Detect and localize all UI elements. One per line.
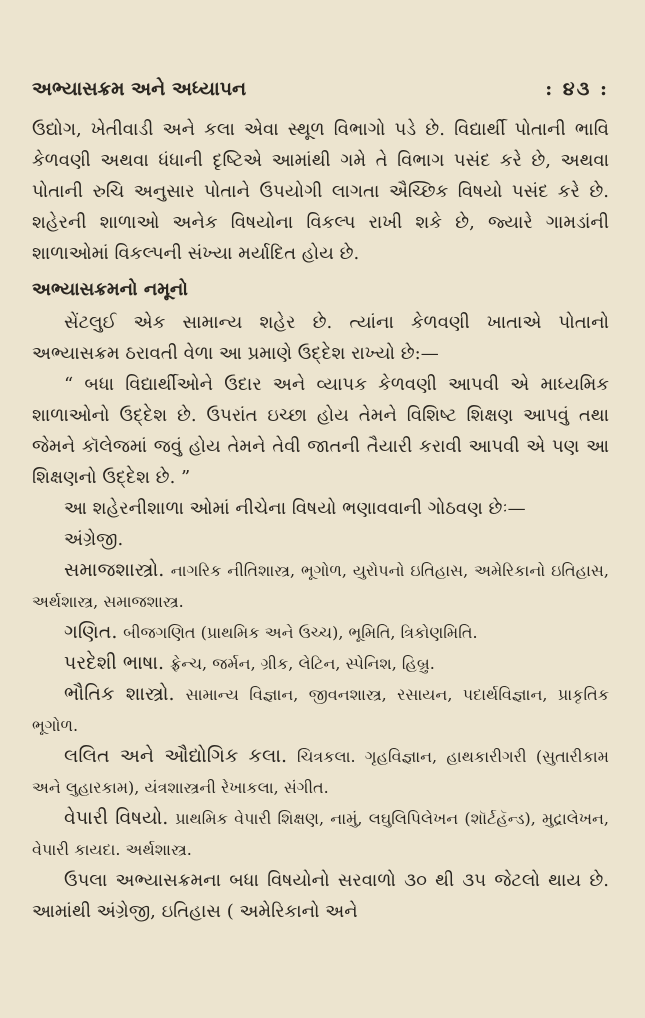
subject-label: વેપારી વિષયો. (64, 807, 169, 829)
subject-text: નાગરિક નીતિશાસ્ત્ર, ભૂગોળ, યુરોપનો ઇતિહાસ, અમેરિકાનો ઇતિહાસ, અર્થશાસ્ત્ર, સમાજશાસ્ત્ર. (32, 561, 609, 611)
paragraph-last: ઉપલા અભ્યાસક્રમના બધા વિષયોનો સરવાળો ૩૦ થી ૩૫ જેટલો થાય છે. આમાંથી અંગ્રેજી, ઇતિહાસ ( અમેરિકાનો અને (32, 870, 609, 922)
subject-english: અંગ્રેજી. (64, 529, 124, 550)
page-header (32, 78, 609, 100)
section-heading: અભ્યાસક્રમનો નમૂનો (32, 279, 188, 300)
quoted-paragraph: “ બધા વિદ્યાર્થીઓને ઉદાર અને વ્યાપક કેળવણી આપવી એ માધ્યમિક શાળાઓનો ઉદ્દેશ છે. ઉપરાંત ઇચ્છા હોય તેમને વિશિષ્ટ શિક્ષણ આપવું તથા જેમને કૉલેજમાં જવું હોય તેમને તેવી જાતની તૈયારી કરાવી આપવી એ પણ આ શિક્ષણનો ઉદ્દેશ છે. ” (32, 374, 609, 488)
subject-label: ભૌતિક શાસ્ત્રો. (64, 683, 175, 705)
subject-label: લલિત અને ઔદ્યોગિક કલા. (64, 745, 288, 767)
subject-item (32, 679, 609, 741)
paragraph-1: ઉદ્યોગ, ખેતીવાડી અને કલા એવા સ્થૂળ વિભાગો પડે છે. વિદ્યાર્થી પોતાની ભાવિ કેળવણી અથવા ધંધાની દૃષ્ટિએ આમાંથી ગમે તે વિભાગ પસંદ કરે છે, અથવા પોતાની રુચિ અનુસાર પોતાને ઉપયોગી લાગતા ઐચ્છિક વિષયો પસંદ કરે છે. શહેરની શાળાઓ અનેક વિષયોના વિકલ્પ રાખી શકે છે, જ્યારે ગામડાંની શાળાઓમાં વિકલ્પની સંખ્યા મર્યાદિત હોય છે. (32, 119, 609, 264)
subject-label: ગણિત. (64, 621, 118, 643)
subject-text: પ્રાથમિક વેપારી શિક્ષણ, નામું, લઘુલિપિલેખન (શૉર્ટહૅન્ડ), મુદ્રાલેખન, વેપારી કાયદા. અર્થશાસ્ત્ર. (32, 809, 609, 859)
subject-item (32, 648, 609, 679)
subject-label: પરદેશી ભાષા. (64, 652, 165, 674)
subject-item (32, 617, 609, 648)
subject-text: ચિત્રકલા. ગૃહવિજ્ઞાન, હાથકારીગરી (સુતારીકામ અને લુહારકામ), યંત્રશાસ્ત્રની રેખાકલા, સંગીત. (32, 747, 609, 797)
page-number: : ૪૩ : (545, 78, 609, 100)
subject-text: ફ્રેન્ચ, જર્મન, ગ્રીક, લેટિન, સ્પેનિશ, હિબ્રુ. (169, 654, 435, 673)
subject-item (32, 803, 609, 865)
subject-text: બીજગણિત (પ્રાથમિક અને ઉચ્ચ), ભૂમિતિ, ત્રિકોણમિતિ. (123, 623, 478, 642)
subject-item (32, 555, 609, 617)
subject-item (32, 741, 609, 803)
paragraph-4: આ શહેરનીશાળા ઓમાં નીચેના વિષયો ભણાવવાની ગોઠવણ છેઃ— (64, 498, 526, 519)
subject-text: સામાન્ય વિજ્ઞાન, જીવનશાસ્ત્ર, રસાયન, પદાર્થવિજ્ઞાન, પ્રાકૃતિક ભૂગોળ. (32, 685, 609, 735)
running-title: અભ્યાસક્રમ અને અધ્યાપન (32, 78, 247, 100)
subject-label: સમાજશાસ્ત્રો. (64, 559, 165, 581)
paragraph-2: સેંટલુઈ એક સામાન્ય શહેર છે. ત્યાંના કેળવણી ખાતાએ પોતાનો અભ્યાસક્રમ ઠરાવતી વેળા આ પ્રમાણે ઉદ્દેશ રાખ્યો છે:— (32, 312, 609, 364)
